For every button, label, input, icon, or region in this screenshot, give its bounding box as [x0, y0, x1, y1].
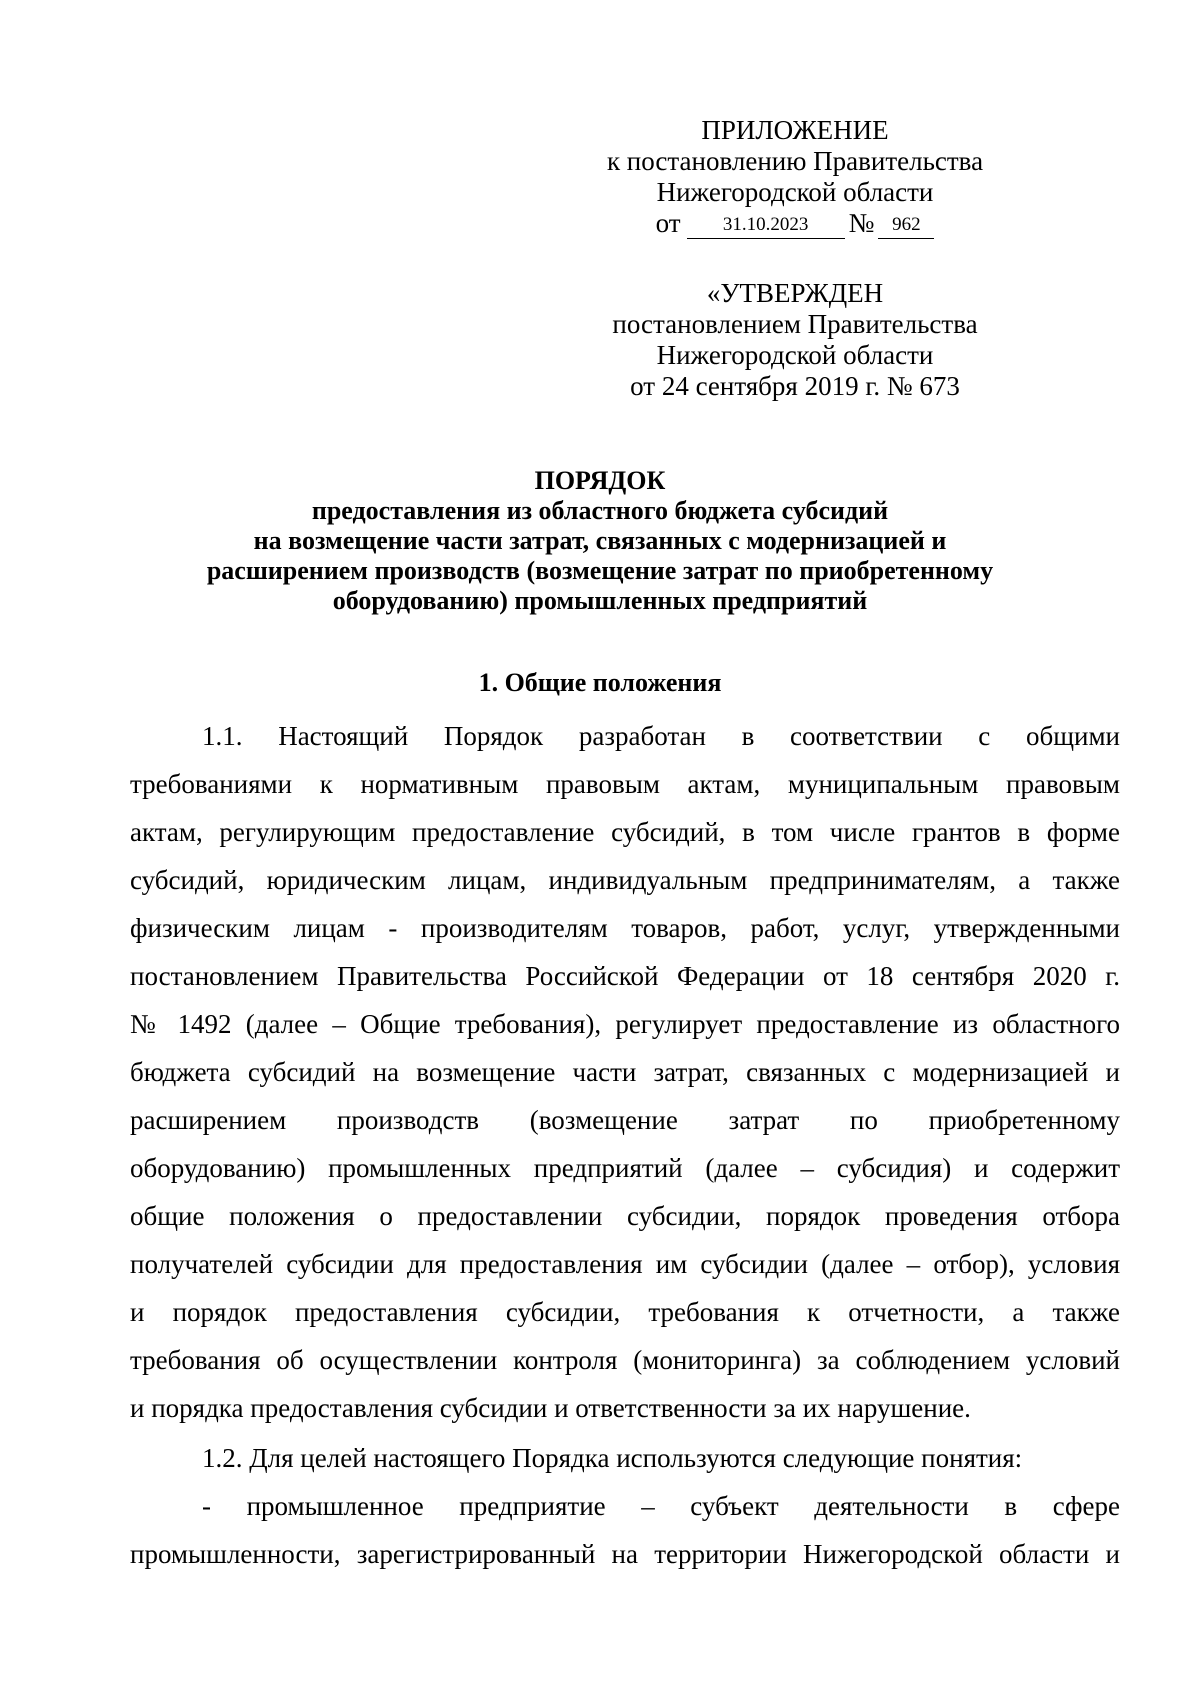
text-line: расширением производств (возмещение затрат по приобретенному — [130, 1105, 1120, 1135]
text-line: 1.2. Для целей настоящего Порядка используются следующие понятия: — [202, 1443, 1023, 1473]
text-line: актам, регулирующим предоставление субсидий, в том числе грантов в форме — [130, 817, 1120, 847]
from-label: от — [655, 208, 681, 238]
text-line: физическим лицам - производителям товаров, работ, услуг, утвержденными — [130, 913, 1120, 943]
appendix-title: ПРИЛОЖЕНИЕ — [701, 115, 889, 145]
title-line: предоставления из областного бюджета субсидий — [311, 496, 889, 525]
appendix-block — [585, 115, 1005, 239]
approved-line: постановлением Правительства — [612, 309, 978, 339]
title-line: оборудованию) промышленных предприятий — [332, 586, 868, 615]
text-line: бюджета субсидий на возмещение части затрат, связанных с модернизацией и — [130, 1057, 1120, 1087]
approved-line: Нижегородской области — [656, 340, 934, 370]
text-line: 1.1. Настоящий Порядок разработан в соответствии с общими — [202, 721, 1120, 751]
approved-line: от 24 сентября 2019 г. № 673 — [630, 371, 960, 401]
text-line: требования об осуществлении контроля (мониторинга) за соблюдением условий — [130, 1345, 1120, 1375]
text-line: получателей субсидии для предоставления им субсидии (далее – отбор), условия — [130, 1249, 1120, 1279]
text-line: оборудованию) промышленных предприятий (далее – субсидия) и содержит — [130, 1153, 1120, 1183]
text-line: и порядка предоставления субсидии и ответственности за их нарушение. — [130, 1393, 971, 1423]
appendix-line: Нижегородской области — [656, 177, 934, 207]
text-line: субсидий, юридическим лицам, индивидуальным предпринимателям, а также — [130, 865, 1120, 895]
section-heading: 1. Общие положения — [478, 668, 722, 697]
title-heading: ПОРЯДОК — [534, 466, 666, 495]
registration-date: 31.10.2023 — [687, 214, 845, 239]
text-line: - промышленное предприятие – субъект деятельности в сфере — [202, 1491, 1120, 1521]
paragraph-1-1 — [130, 712, 1120, 1432]
document-title — [120, 466, 1080, 616]
title-line: на возмещение части затрат, связанных с модернизацией и — [253, 526, 947, 555]
title-line: расширением производств (возмещение затрат по приобретенному — [206, 556, 994, 585]
text-line: требованиями к нормативным правовым актам, муниципальным правовым — [130, 769, 1120, 799]
appendix-line: к постановлению Правительства — [606, 146, 984, 176]
registration-number: 962 — [878, 214, 934, 239]
text-line: и порядок предоставления субсидии, требования к отчетности, а также — [130, 1297, 1120, 1327]
approved-block — [585, 278, 1005, 402]
registration-line — [585, 208, 1005, 239]
text-line: постановлением Правительства Российской Федерации от 18 сентября 2020 г. — [130, 961, 1120, 991]
paragraph-1-2 — [130, 1434, 1120, 1578]
number-sign: № — [848, 208, 875, 238]
approved-title: «УТВЕРЖДЕН — [706, 278, 884, 308]
text-line: промышленности, зарегистрированный на территории Нижегородской области и — [130, 1539, 1120, 1569]
text-line: общие положения о предоставлении субсидии, порядок проведения отбора — [130, 1201, 1120, 1231]
text-line: № 1492 (далее – Общие требования), регулирует предоставление из областного — [130, 1009, 1120, 1039]
